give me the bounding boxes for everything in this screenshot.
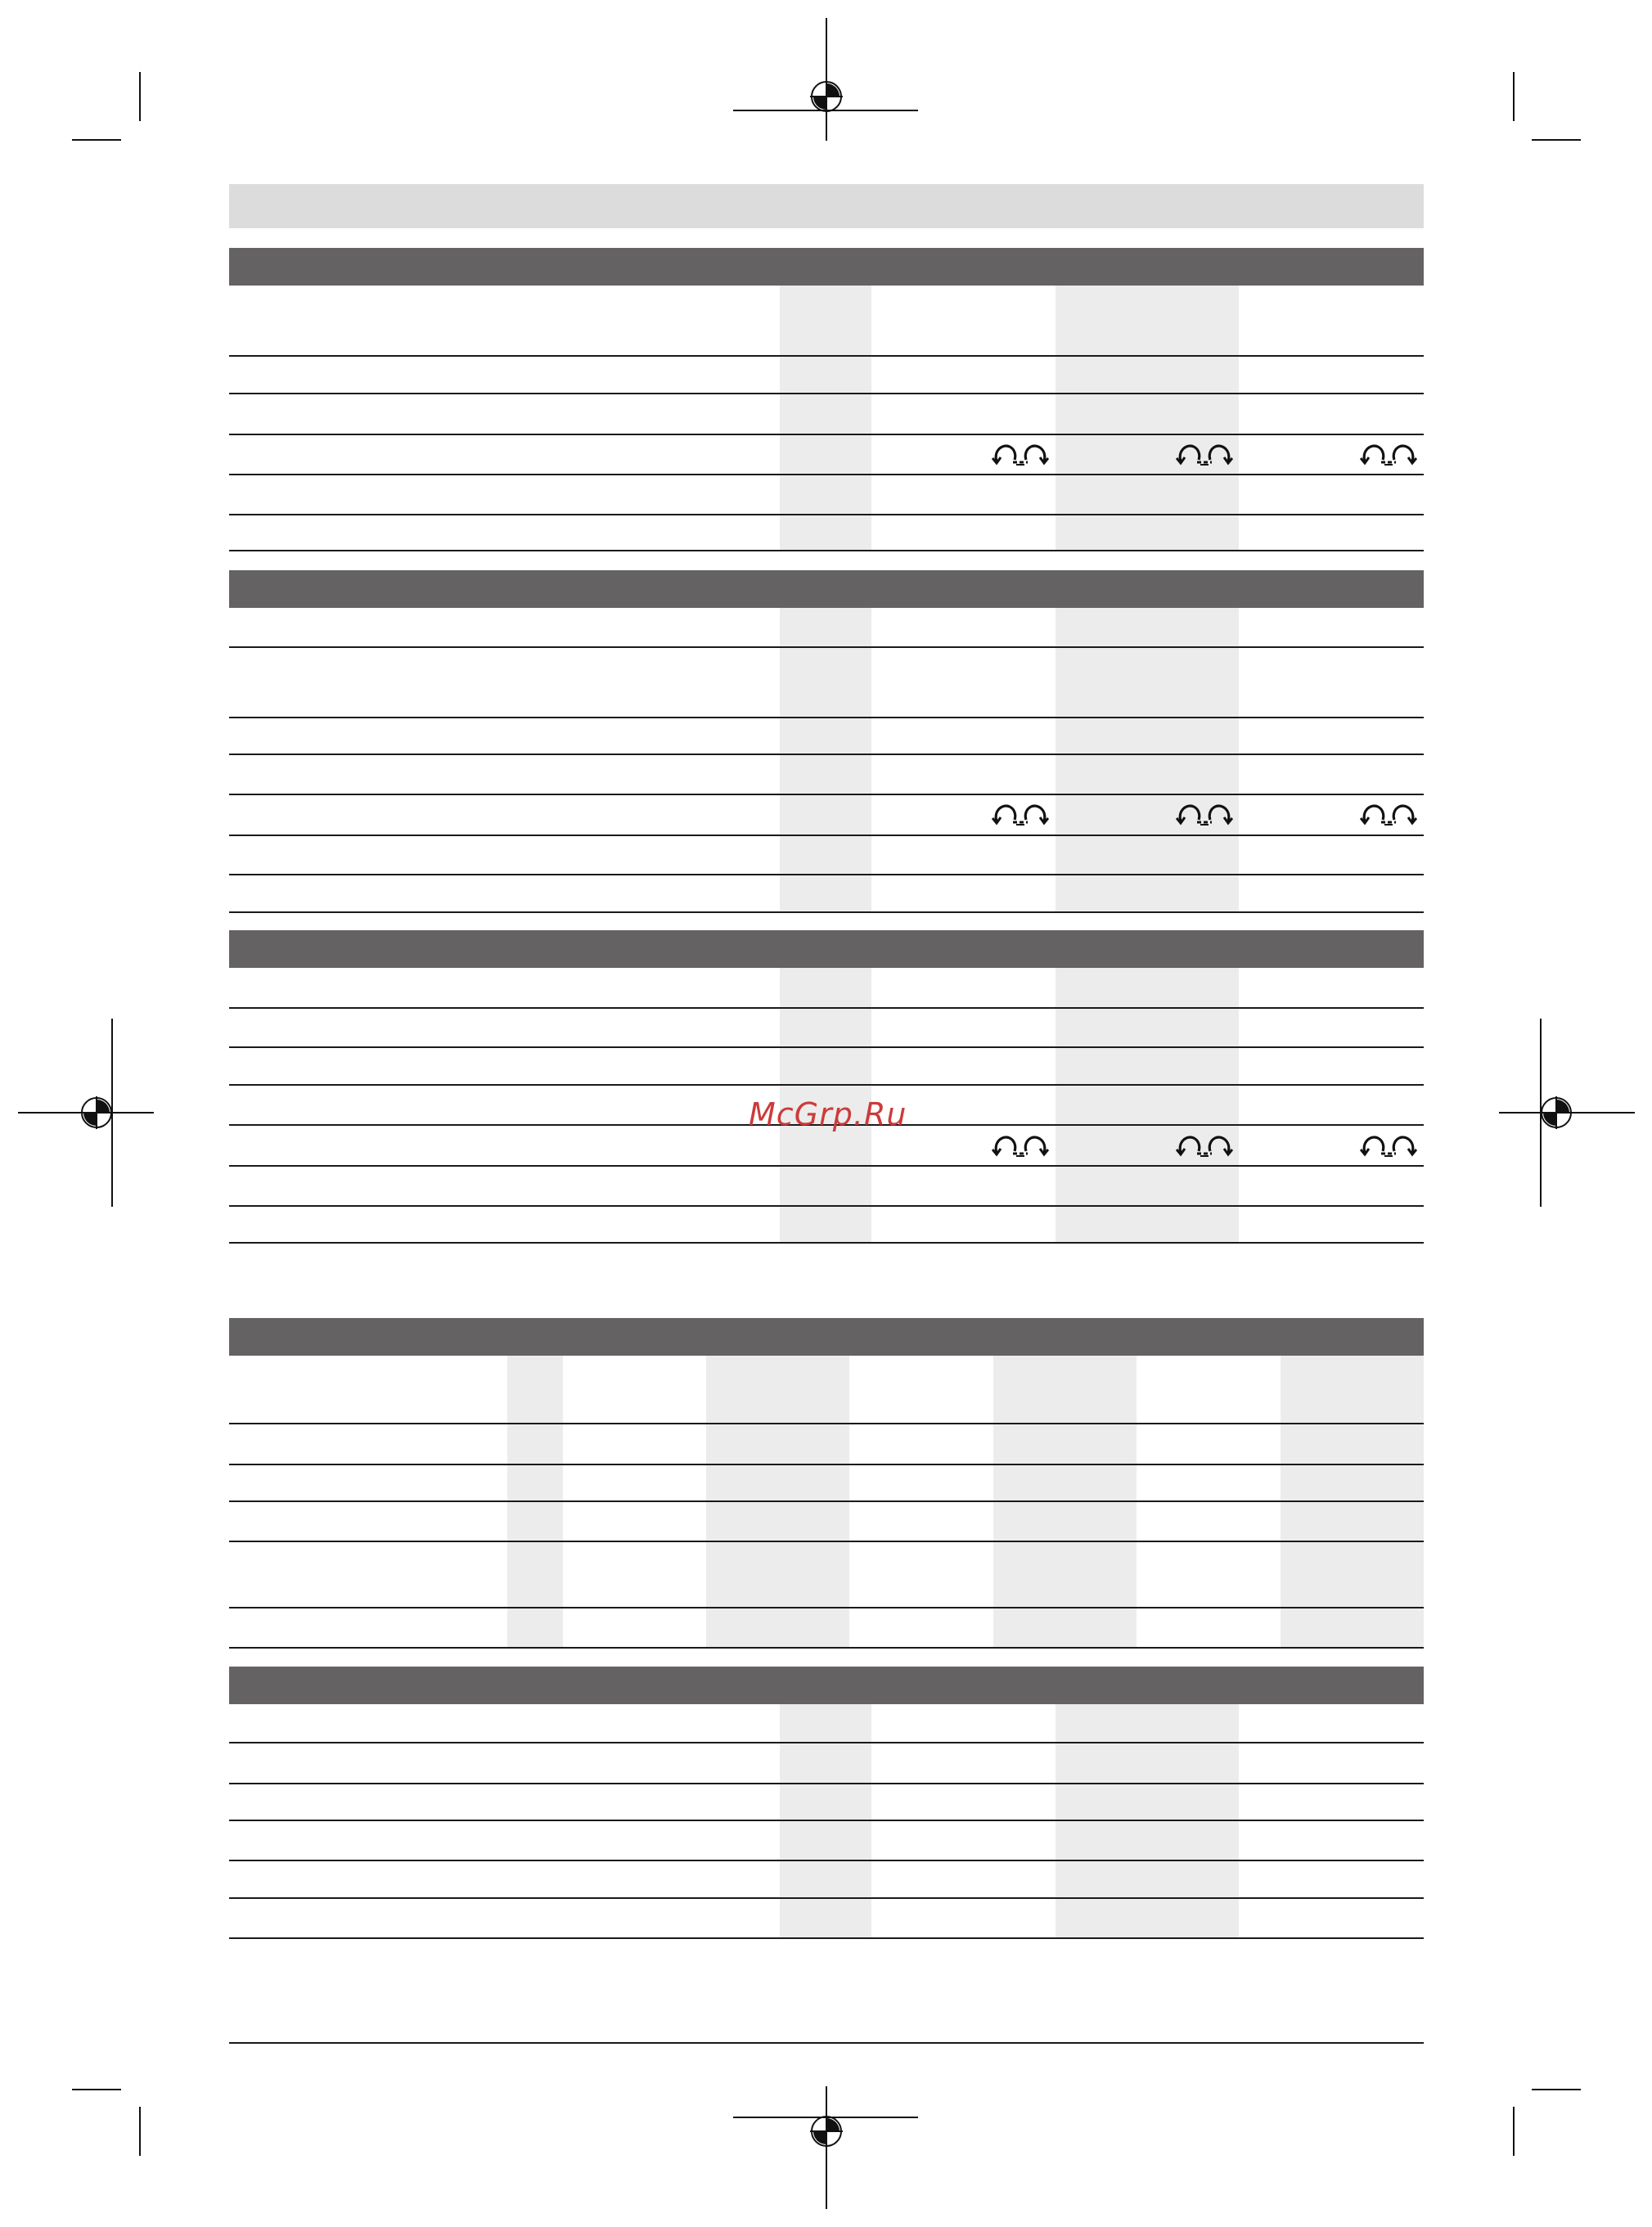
rotation-direction-icon	[1360, 800, 1417, 828]
table-column-shade	[780, 1704, 871, 1938]
table-column-shade	[780, 286, 871, 550]
crop-mark-line	[1532, 139, 1581, 141]
crop-mark-line	[139, 2107, 141, 2156]
watermark: McGrp.Ru	[749, 1096, 907, 1132]
table-row-divider	[229, 1897, 1424, 1899]
rotation-direction-icon	[992, 440, 1049, 468]
table-column-shade	[780, 608, 871, 912]
table-column-shade	[1056, 286, 1239, 550]
table-row-divider	[229, 1242, 1424, 1244]
table-row-divider	[229, 434, 1424, 435]
section-header-bar	[229, 1318, 1424, 1356]
table-row-divider	[229, 1084, 1424, 1086]
crop-mark-line	[1513, 72, 1515, 121]
table-row-divider	[229, 1423, 1424, 1424]
table-row-divider	[229, 835, 1424, 836]
rotation-direction-icon	[1176, 440, 1233, 468]
table-row-divider	[229, 1500, 1424, 1502]
crop-mark-line	[72, 2089, 121, 2090]
table-row-divider	[229, 1046, 1424, 1048]
registration-target-icon	[810, 80, 843, 113]
table-row-divider	[229, 1607, 1424, 1608]
table-row-divider	[229, 1647, 1424, 1649]
rotation-direction-icon	[1176, 1131, 1233, 1159]
rotation-direction-icon	[1360, 440, 1417, 468]
table-row-divider	[229, 1464, 1424, 1465]
table-row-divider	[229, 794, 1424, 795]
registration-target-icon	[810, 2115, 843, 2148]
crop-mark-line	[826, 18, 827, 141]
rotation-direction-icon	[992, 800, 1049, 828]
table-column-shade	[1056, 608, 1239, 912]
table-row-divider	[229, 1820, 1424, 1821]
section-header-bar	[229, 248, 1424, 286]
table-column-shade	[1056, 968, 1239, 1243]
registration-target-icon	[1540, 1096, 1573, 1129]
crop-mark-line	[1513, 2107, 1515, 2156]
table-column-shade	[1056, 1704, 1239, 1938]
table-row-divider	[229, 646, 1424, 648]
table-row-divider	[229, 717, 1424, 718]
table-row-divider	[229, 1783, 1424, 1784]
table-row-divider	[229, 911, 1424, 913]
section-header-bar	[229, 570, 1424, 608]
rotation-direction-icon	[992, 1131, 1049, 1159]
table-row-divider	[229, 1742, 1424, 1743]
footer-rule	[229, 2042, 1424, 2044]
table-row-divider	[229, 393, 1424, 394]
page-title-bar	[229, 184, 1424, 228]
table-row-divider	[229, 1007, 1424, 1009]
registration-target-icon	[80, 1096, 113, 1129]
crop-mark-line	[139, 72, 141, 121]
rotation-direction-icon	[1176, 800, 1233, 828]
table-row-divider	[229, 874, 1424, 875]
crop-mark-line	[826, 2086, 827, 2209]
rotation-direction-icon	[1360, 1131, 1417, 1159]
section-header-bar	[229, 1667, 1424, 1704]
table-row-divider	[229, 1165, 1424, 1167]
table-row-divider	[229, 514, 1424, 515]
table-row-divider	[229, 355, 1424, 357]
table-row-divider	[229, 1860, 1424, 1861]
table-row-divider	[229, 1541, 1424, 1542]
table-row-divider	[229, 754, 1424, 755]
section-header-bar	[229, 930, 1424, 968]
table-row-divider	[229, 1937, 1424, 1939]
crop-mark-line	[1532, 2089, 1581, 2090]
table-row-divider	[229, 474, 1424, 475]
crop-mark-line	[72, 139, 121, 141]
table-row-divider	[229, 1205, 1424, 1207]
table-row-divider	[229, 550, 1424, 551]
